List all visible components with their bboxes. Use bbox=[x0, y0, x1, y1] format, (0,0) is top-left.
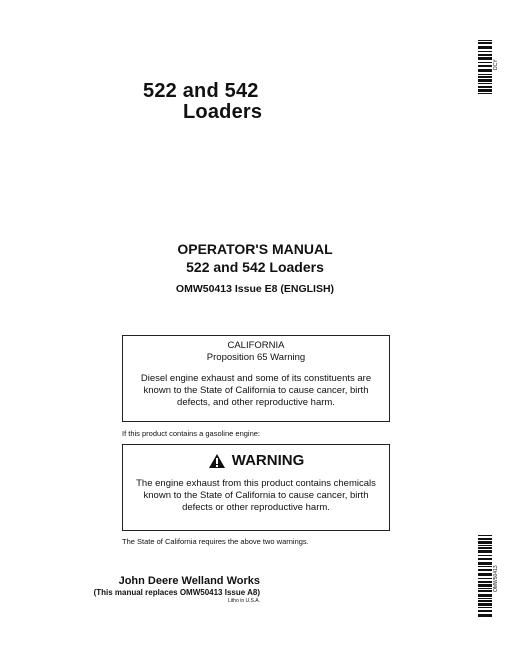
cover-title-line2: Loaders bbox=[183, 101, 263, 123]
barcode-bar bbox=[478, 46, 492, 49]
barcode-bar bbox=[478, 547, 492, 549]
barcode-bar bbox=[478, 607, 492, 608]
barcode-bar bbox=[478, 600, 492, 602]
barcode-bar bbox=[478, 69, 492, 72]
manual-number: OMW50413 Issue E8 (ENGLISH) bbox=[175, 283, 335, 295]
barcode-bar bbox=[478, 57, 492, 60]
barcode-bar bbox=[478, 614, 492, 617]
warning-body-line2: known to the State of California to cause cancer, birth bbox=[143, 490, 369, 501]
barcode-bar bbox=[478, 51, 492, 52]
barcode-bar bbox=[478, 578, 492, 579]
barcode-bar bbox=[478, 598, 492, 599]
barcode-bar bbox=[478, 89, 492, 92]
barcode-bar bbox=[478, 603, 492, 606]
barcode-bar bbox=[478, 40, 492, 41]
barcode-bar bbox=[478, 74, 492, 75]
barcode-bar bbox=[478, 76, 492, 78]
barcode-bar bbox=[478, 541, 492, 544]
barcode-bar bbox=[478, 93, 492, 94]
california-heading: CALIFORNIA bbox=[227, 340, 285, 351]
gasoline-warning-box bbox=[122, 444, 390, 531]
barcode-bar bbox=[478, 588, 492, 589]
manual-title: OPERATOR'S MANUAL bbox=[177, 241, 333, 257]
warning-triangle-icon bbox=[208, 453, 226, 469]
warning-body-line3: defects or other reproductive harm. bbox=[182, 502, 330, 513]
barcode-bar bbox=[478, 538, 492, 540]
california-subheading: Proposition 65 Warning bbox=[206, 352, 306, 363]
barcode-bar bbox=[478, 594, 492, 597]
california-body-line1: Diesel engine exhaust and some of its constituents are bbox=[140, 373, 372, 384]
litho-note: Litho in U.S.A. bbox=[228, 598, 260, 604]
barcode-bar bbox=[478, 79, 492, 82]
barcode-top-label: DCY bbox=[493, 59, 499, 70]
barcode-bar bbox=[478, 573, 492, 576]
california-warning-box bbox=[122, 335, 390, 422]
california-body-line2: known to the State of California to cause cancer, birth bbox=[143, 385, 369, 396]
manual-subtitle: 522 and 542 Loaders bbox=[186, 259, 324, 275]
barcode-bottom-label: OMW50413 bbox=[493, 565, 499, 592]
barcode-bar bbox=[478, 555, 492, 556]
cover-title-line1: 522 and 542 bbox=[143, 80, 259, 102]
barcode-bar bbox=[478, 562, 492, 565]
barcode-bar bbox=[478, 545, 492, 546]
warning-title: WARNING bbox=[231, 452, 305, 469]
barcode-bar bbox=[478, 535, 492, 536]
barcode-bar bbox=[478, 42, 492, 44]
california-body-line3: defects, and other reproductive harm. bbox=[177, 397, 335, 408]
barcode-bar bbox=[478, 558, 492, 560]
warning-heading bbox=[123, 452, 389, 469]
barcode-bar bbox=[478, 83, 492, 84]
barcode-bar bbox=[478, 54, 492, 56]
works-name: John Deere Welland Works bbox=[118, 575, 260, 587]
barcode-bar bbox=[478, 590, 492, 592]
barcode-bar bbox=[478, 581, 492, 583]
barcode-bar bbox=[478, 569, 492, 571]
barcode-bar bbox=[478, 610, 492, 612]
gasoline-note: If this product contains a gasoline engine: bbox=[122, 429, 261, 438]
barcode-top bbox=[478, 40, 492, 96]
barcode-bar bbox=[478, 550, 492, 553]
replaces-note: (This manual replaces OMW50413 Issue A8) bbox=[93, 588, 260, 597]
barcode-bar bbox=[478, 86, 492, 88]
requirement-note: The State of California requires the above two warnings. bbox=[122, 537, 309, 546]
barcode-bar bbox=[478, 62, 492, 63]
barcode-bar bbox=[478, 584, 492, 587]
barcode-bottom bbox=[478, 535, 492, 617]
barcode-bar bbox=[478, 566, 492, 567]
warning-body-line1: The engine exhaust from this product contains chemicals bbox=[136, 478, 376, 489]
barcode-bar bbox=[478, 65, 492, 67]
